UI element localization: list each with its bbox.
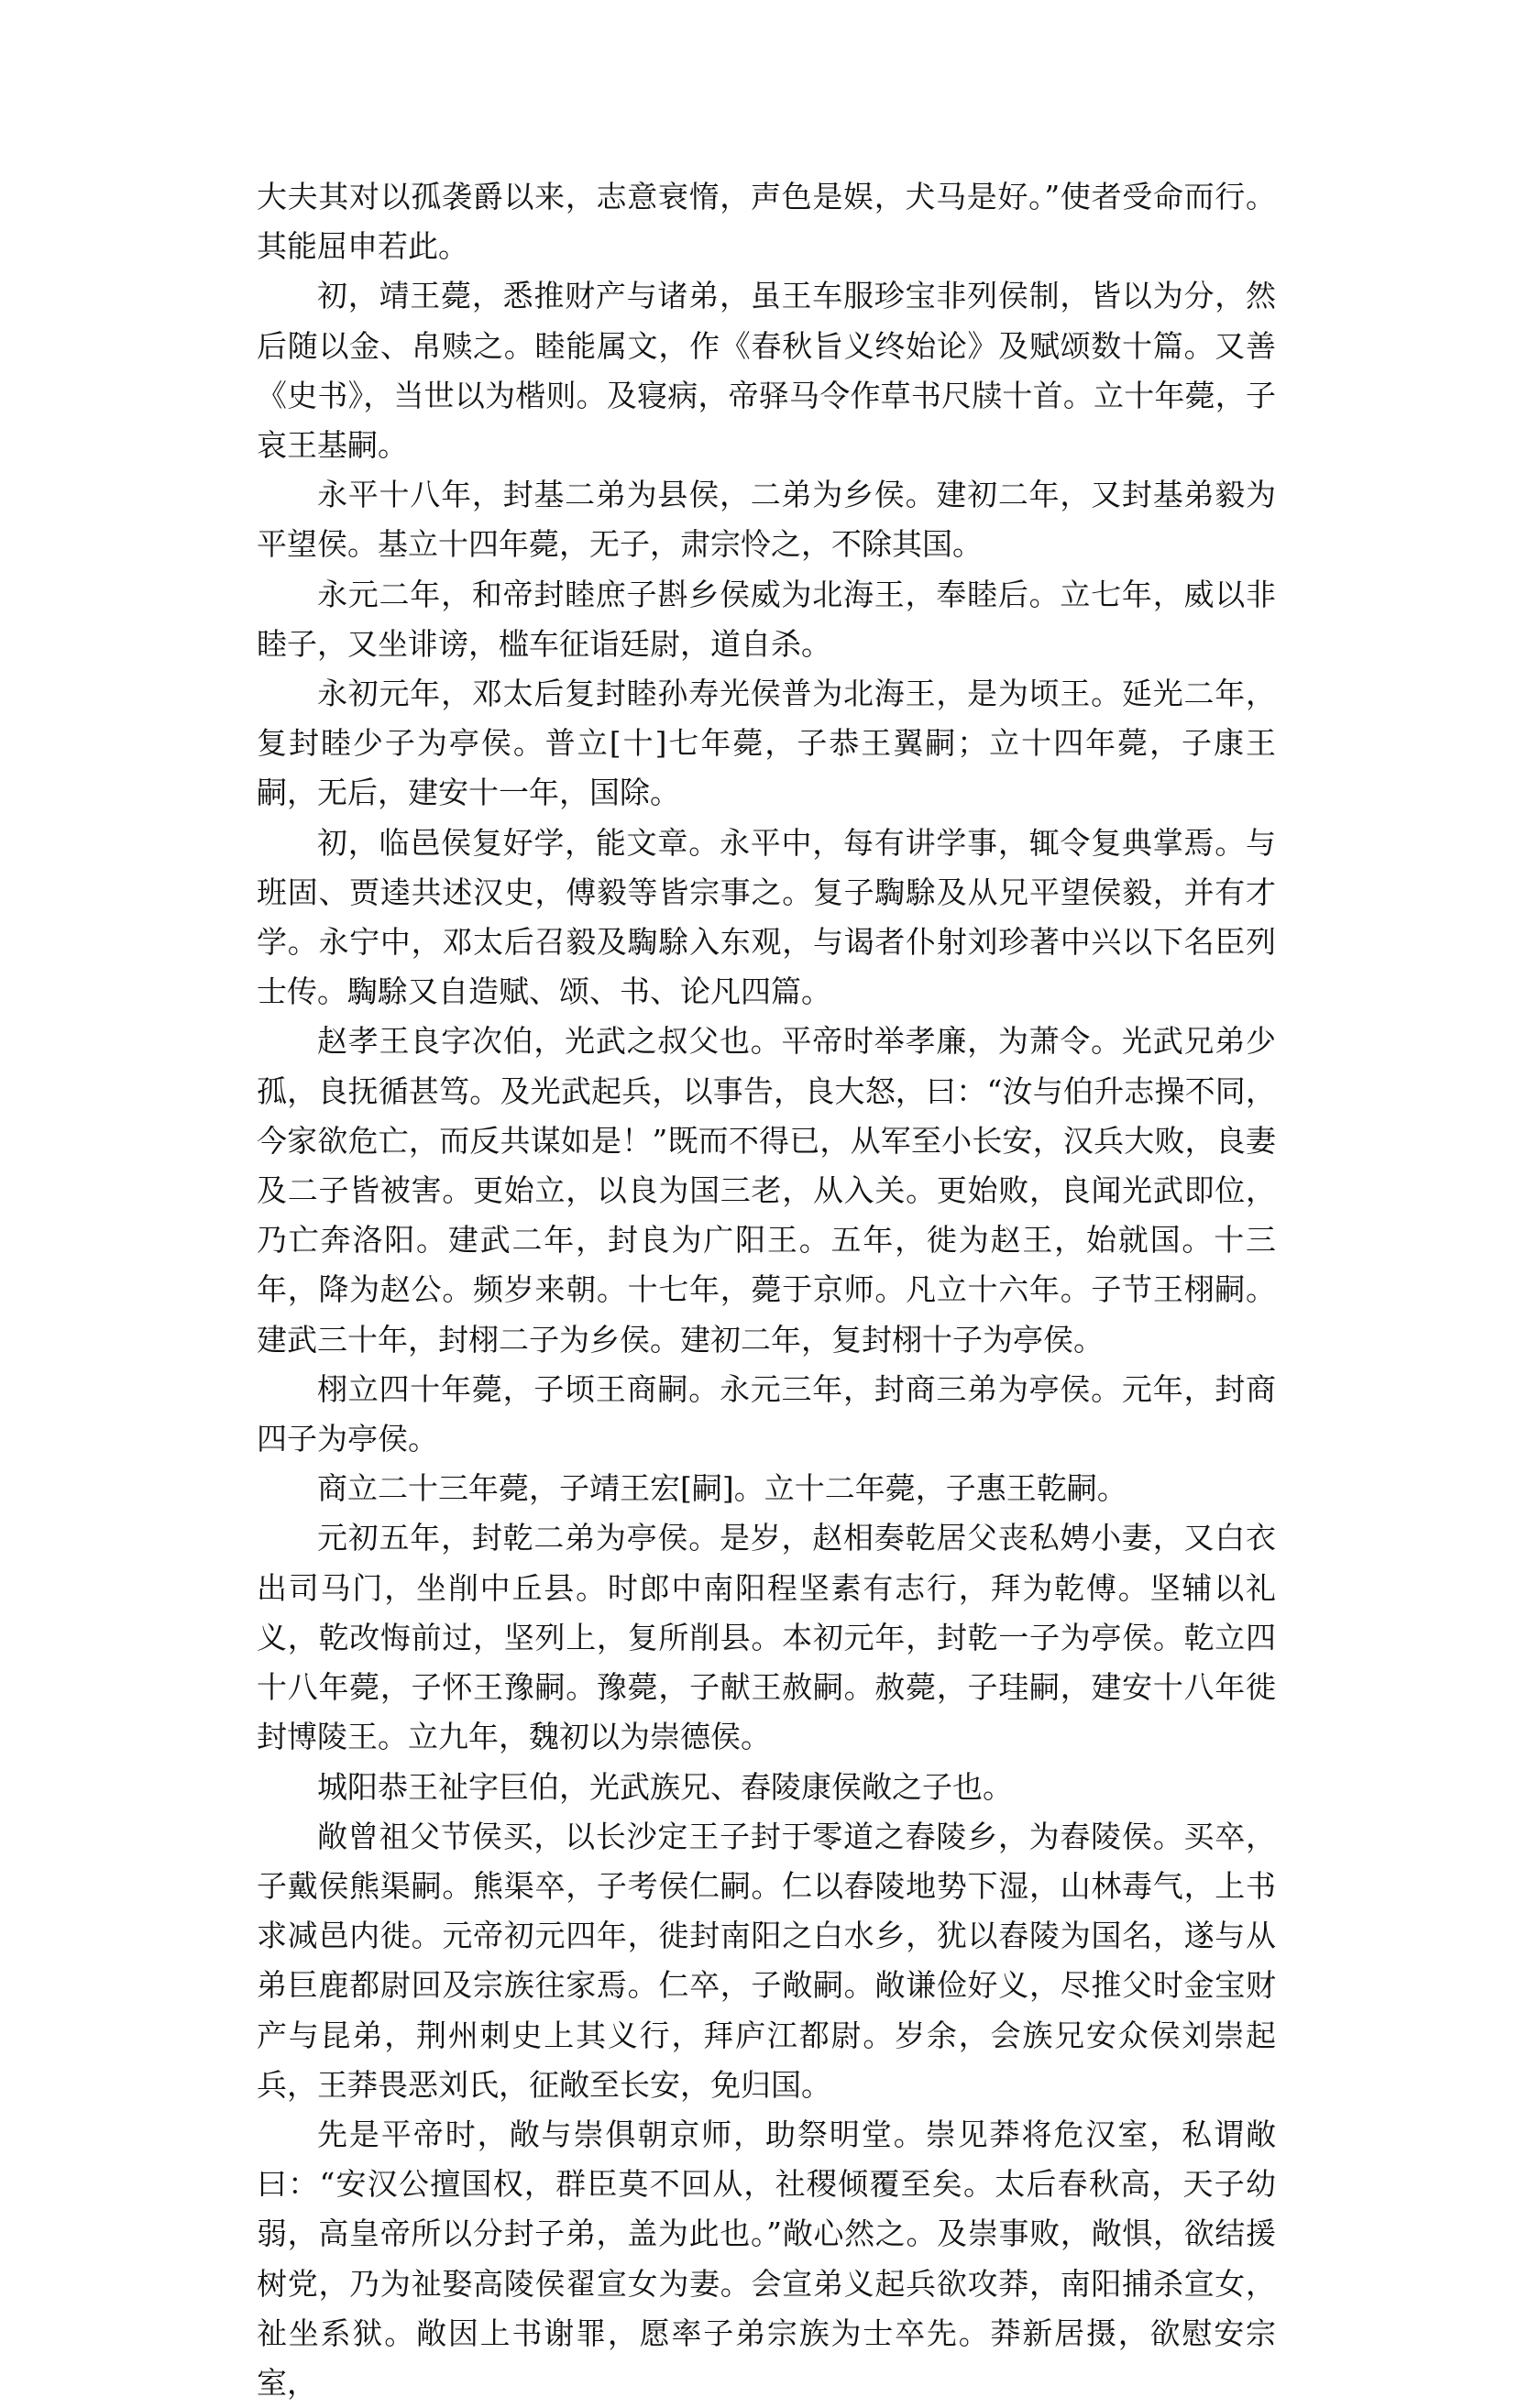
paragraph: 先是平帝时，敞与崇俱朝京师，助祭明堂。崇见莽将危汉室，私谓敞曰：“安汉公擅国权，群臣莫不回从，社稷倾覆至矣。太后春秋高，天子幼弱，高皇帝所以分封子弟，盖为此也。”敞心然之。及崇事败，敞惧，欲结援树党，乃为祉娶高陵侯翟宣女为妻。会宣弟义起兵欲攻莽，南阳捕杀宣女，祉坐系狱。敞因上书谢罪，愿率子弟宗族为士卒先。莽新居摄，欲慰安宗室，: [257, 2116, 1276, 2401]
paragraph: 商立二十三年薨，子靖王宏[嗣]。立十二年薨，子惠王乾嗣。: [317, 1470, 1127, 1507]
document-page: [257, 172, 1276, 2408]
paragraph: 永初元年，邓太后复封睦孙寿光侯普为北海王，是为顷王。延光二年，复封睦少子为亭侯。普立[十]七年薨，子恭王翼嗣；立十四年薨，子康王嗣，无后，建安十一年，国除。: [257, 676, 1276, 811]
paragraph: 赵孝王良字次伯，光武之叔父也。平帝时举孝廉，为萧令。光武兄弟少孤，良抚循甚笃。及光武起兵，以事告，良大怒，曰：“汝与伯升志操不同，今家欲危亡，而反共谋如是！”既而不得已，从军至小长安，汉兵大败，良妻及二子皆被害。更始立，以良为国三老，从入关。更始败，良闻光武即位，乃亡奔洛阳。建武二年，封良为广阳王。五年，徙为赵王，始就国。十三年，降为赵公。频岁来朝。十七年，薨于京师。凡立十六年。子节王栩嗣。建武三十年，封栩二子为乡侯。建初二年，复封栩十子为亭侯。: [257, 1023, 1276, 1358]
paragraph: 栩立四十年薨，子顷王商嗣。永元三年，封商三弟为亭侯。元年，封商四子为亭侯。: [257, 1370, 1276, 1457]
paragraph: 敞曾祖父节侯买，以长沙定王子封于零道之舂陵乡，为舂陵侯。买卒，子戴侯熊渠嗣。熊渠卒，子考侯仁嗣。仁以舂陵地势下湿，山林毒气，上书求减邑内徙。元帝初元四年，徙封南阳之白水乡，犹以舂陵为国名，遂与从弟巨鹿都尉回及宗族往家焉。仁卒，子敞嗣。敞谦俭好义，尽推父时金宝财产与昆弟，荆州刺史上其义行，拜庐江都尉。岁余，会族兄安众侯刘崇起兵，王莽畏恶刘氏，征敞至长安，免归国。: [257, 1818, 1276, 2103]
paragraph: 永元二年，和帝封睦庶子斟乡侯威为北海王，奉睦后。立七年，威以非睦子，又坐诽谤，槛车征诣廷尉，道自杀。: [257, 576, 1276, 662]
paragraph: 初，靖王薨，悉推财产与诸弟，虽王车服珍宝非列侯制，皆以为分，然后随以金、帛赎之。睦能属文，作《春秋旨义终始论》及赋颂数十篇。又善《史书》，当世以为楷则。及寝病，帝驿马令作草书尺牍十首。立十年薨，子哀王基嗣。: [257, 278, 1276, 464]
paragraph: 元初五年，封乾二弟为亭侯。是岁，赵相奏乾居父丧私娉小妻，又白衣出司马门，坐削中丘县。时郎中南阳程坚素有志行，拜为乾傅。坚辅以礼义，乾改悔前过，坚列上，复所削县。本初元年，封乾一子为亭侯。乾立四十八年薨，子怀王豫嗣。豫薨，子献王赦嗣。赦薨，子珪嗣，建安十八年徙封博陵王。立九年，魏初以为崇德侯。: [257, 1520, 1276, 1755]
paragraph: 初，临邑侯复好学，能文章。永平中，每有讲学事，辄令复典掌焉。与班固、贾逵共述汉史，傅毅等皆宗事之。复子騊駼及从兄平望侯毅，并有才学。永宁中，邓太后召毅及騊駼入东观，与谒者仆射刘珍著中兴以下名臣列士传。騊駼又自造赋、颂、书、论凡四篇。: [257, 824, 1276, 1010]
paragraph: 城阳恭王祉字巨伯，光武族兄、舂陵康侯敞之子也。: [317, 1768, 1013, 1805]
paragraph-continued: 大夫其对以孤袭爵以来，志意衰惰，声色是娱，犬马是好。”使者受命而行。其能屈申若此。: [257, 179, 1276, 265]
paragraph: 永平十八年，封基二弟为县侯，二弟为乡侯。建初二年，又封基弟毅为平望侯。基立十四年薨，无子，肃宗怜之，不除其国。: [257, 477, 1276, 563]
